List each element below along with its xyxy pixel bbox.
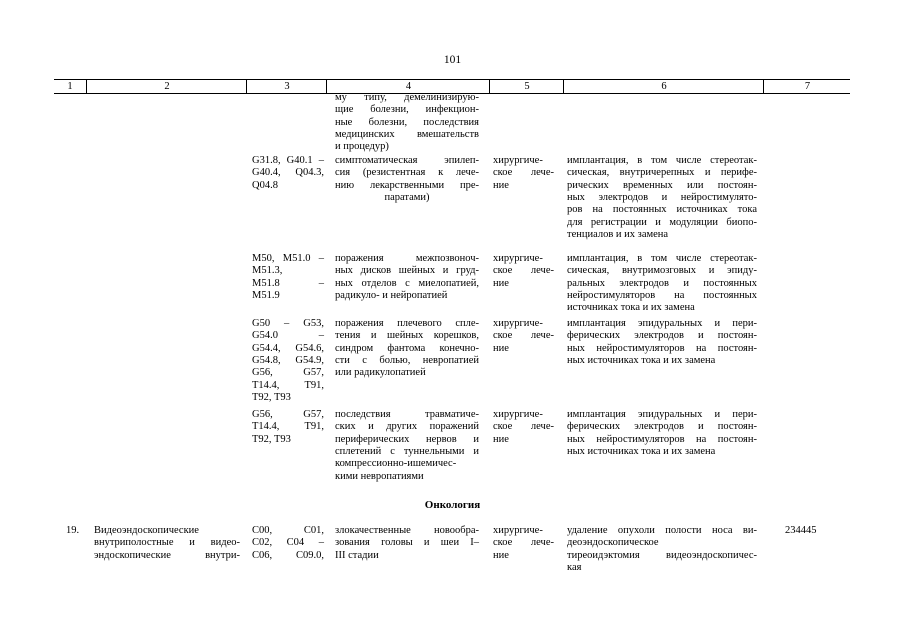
model-line: радикуло- и нейропатией	[335, 290, 448, 302]
model-line: последствия травматиче-	[335, 409, 479, 420]
model-line: поражения плечевого спле-	[335, 318, 479, 329]
patient-model	[335, 525, 479, 562]
treatment-line: ние	[493, 342, 509, 354]
hmp-name	[94, 525, 240, 562]
treatment-line: ние	[493, 433, 509, 445]
method-line: имплантация эпидуральных и пери-	[567, 318, 757, 329]
code-line: G31.8, G40.1 –	[252, 155, 324, 166]
column-header-6: 6	[563, 80, 764, 93]
icd-codes	[252, 318, 324, 404]
code-line: Q04.8	[252, 179, 278, 191]
model-line: или радикулопатией	[335, 367, 426, 379]
treatment-method	[567, 525, 757, 574]
code-line: T92, T93	[252, 392, 291, 404]
method-line: деоэндоскопическое	[567, 537, 659, 549]
code-line: M51.9	[252, 290, 280, 302]
method-line: имплантация, в том числе стереотак-	[567, 155, 757, 166]
icd-codes	[252, 525, 324, 562]
column-header-3: 3	[246, 80, 327, 93]
model-line: ных дисков шейных и груд-	[335, 265, 479, 277]
model-line: кими невропатиями	[335, 470, 424, 482]
model-line: периферических нервов и	[335, 433, 479, 445]
model-line: III стадии	[335, 549, 379, 561]
treatment-line: хирургиче-	[493, 525, 543, 536]
code-line: C02, C04 –	[252, 537, 324, 549]
icd-codes	[252, 253, 324, 302]
method-line: имплантация, в том числе стереотак-	[567, 253, 757, 264]
code-line: T14.4, T91,	[252, 379, 324, 391]
code-line: C00, C01,	[252, 525, 324, 536]
code-line: G56, G57,	[252, 367, 324, 379]
treatment-line: ское лече-	[493, 330, 554, 342]
model-line: сия (резистентная к лече-	[335, 167, 479, 179]
treatment-method	[567, 318, 757, 367]
method-line: для регистрации и модуляции биопо-	[567, 216, 757, 228]
model-line: и процедур)	[335, 141, 389, 153]
model-line: зования головы и шеи I–	[335, 537, 479, 549]
treatment-line: ние	[493, 549, 509, 561]
treatment-line: хирургиче-	[493, 409, 543, 420]
model-line: медицинских вмешательств	[335, 129, 479, 141]
column-header-5: 5	[489, 80, 564, 93]
code-line: C06, C09.0,	[252, 549, 324, 561]
model-line: тения и шейных корешков,	[335, 330, 479, 342]
model-line: симптоматическая эпилеп-	[335, 155, 479, 166]
treatment-line: ние	[493, 179, 509, 191]
model-line: ные болезни, последствия	[335, 116, 479, 128]
code-line: T92, T93	[252, 433, 291, 445]
method-line: источниках тока и их замена	[567, 302, 695, 314]
code-line: G56, G57,	[252, 409, 324, 420]
method-line: сическая, внутримозговых и эпиду-	[567, 265, 757, 277]
column-header-1: 1	[67, 81, 73, 92]
code-line: G54.4, G54.6,	[252, 342, 324, 354]
code-line: M51.3,	[252, 265, 283, 277]
method-line: тенциалов и их замена	[567, 229, 669, 241]
method-line: удаление опухоли полости носа ви-	[567, 525, 757, 536]
method-line: имплантация эпидуральных и пери-	[567, 409, 757, 420]
treatment-type	[493, 318, 554, 355]
code-line: M50, M51.0 –	[252, 253, 324, 264]
code-line: T14.4, T91,	[252, 421, 324, 433]
method-line: тиреоидэктомия видеоэндоскопичес-	[567, 549, 757, 561]
method-line: ных источниках тока и их замена	[567, 446, 716, 458]
method-line: ферических электродов и постоян-	[567, 330, 757, 342]
cost-value: 234445	[785, 525, 817, 536]
treatment-line: хирургиче-	[493, 155, 543, 166]
model-line: поражения межпозвоноч-	[335, 253, 479, 264]
method-line: ральных электродов и постоянных	[567, 277, 757, 289]
name-line: внутриполостные и видео-	[94, 537, 240, 549]
code-line: G40.4, Q04.3,	[252, 167, 324, 179]
model-line: ных отделов с миелопатией,	[335, 277, 479, 289]
treatment-line: ское лече-	[493, 421, 554, 433]
row-number: 19.	[66, 525, 80, 536]
model-line: му типу, демелинизирую-	[335, 92, 479, 103]
treatment-type	[493, 525, 554, 562]
column-header-7: 7	[763, 80, 851, 93]
method-line: ных электродов и нейростимулято-	[567, 192, 757, 204]
patient-model	[335, 155, 479, 204]
treatment-type	[493, 253, 554, 290]
treatment-line: ское лече-	[493, 537, 554, 549]
model-line: сплетений с туннельными и	[335, 446, 479, 458]
treatment-line: хирургиче-	[493, 318, 543, 329]
model-line: сти с болью, невропатией	[335, 355, 479, 367]
method-line: ных нейростимуляторов на постоян-	[567, 342, 757, 354]
treatment-line: ское лече-	[493, 265, 554, 277]
treatment-type	[493, 409, 554, 446]
icd-codes	[252, 409, 324, 446]
method-line: рических временных или постоян-	[567, 179, 757, 191]
patient-model	[335, 318, 479, 380]
model-line: синдром фантома конечно-	[335, 342, 479, 354]
treatment-line: хирургиче-	[493, 253, 543, 264]
method-line: кая	[567, 562, 582, 574]
code-line: G50 – G53,	[252, 318, 324, 329]
model-line: злокачественные новообра-	[335, 525, 479, 536]
model-line: компрессионно-ишемичес-	[335, 458, 457, 470]
code-line: G54.0 –	[252, 330, 324, 342]
model-line: ских и других поражений	[335, 421, 479, 433]
icd-codes	[252, 155, 324, 192]
code-line: M51.8 –	[252, 277, 324, 289]
model-line: нию лекарственными пре-	[335, 179, 479, 191]
treatment-method	[567, 409, 757, 458]
section-title: Онкология	[424, 499, 481, 511]
page-number: 101	[443, 54, 462, 66]
method-line: ных источниках тока и их замена	[567, 355, 716, 367]
column-header-4: 4	[326, 80, 490, 93]
method-line: сическая, внутричерепных и перифе-	[567, 167, 757, 179]
code-line: G54.8, G54.9,	[252, 355, 324, 367]
method-line: нейростимуляторов на постоянных	[567, 290, 757, 302]
treatment-line: ское лече-	[493, 167, 554, 179]
patient-model	[335, 253, 479, 302]
model-line: щие болезни, инфекцион-	[335, 104, 479, 116]
treatment-type	[493, 155, 554, 192]
patient-model	[335, 409, 479, 483]
method-line: ных нейростимуляторов на постоян-	[567, 433, 757, 445]
column-header-2: 2	[86, 80, 247, 93]
table-row	[335, 92, 479, 154]
name-line: Видеоэндоскопические	[94, 525, 199, 536]
method-line: ров на постоянных источниках тока	[567, 204, 757, 216]
method-line: ферических электродов и постоян-	[567, 421, 757, 433]
name-line: эндоскопические внутри-	[94, 549, 240, 561]
treatment-line: ние	[493, 277, 509, 289]
treatment-method	[567, 253, 757, 315]
model-line: паратами)	[384, 192, 430, 204]
treatment-method	[567, 155, 757, 241]
